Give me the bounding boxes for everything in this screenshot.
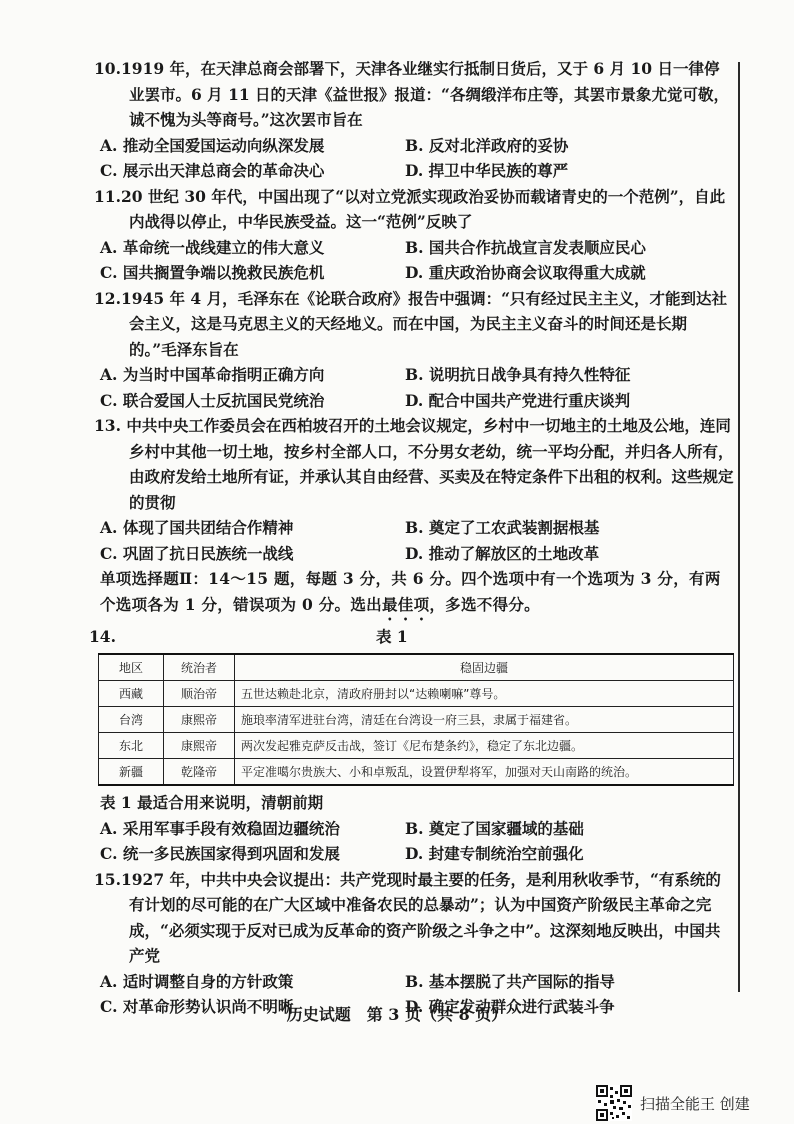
table-title: 表 1 (375, 626, 408, 646)
cell-frontier: 平定准噶尔贵族大、小和卓叛乱，设置伊犁将军，加强对天山南路的统治。 (235, 759, 734, 786)
question-13-options (100, 515, 734, 566)
option-a: A. 体现了国共团结合作精神 (100, 518, 294, 537)
page-footer: 历史试题 第 3 页（共 8 页） (286, 1005, 508, 1024)
header-region: 地区 (99, 654, 164, 681)
cell-frontier: 两次发起雅克萨反击战，签订《尼布楚条约》，稳定了东北边疆。 (235, 733, 734, 759)
question-11-stem: 11.20 世纪 30 年代，中国出现了“以对立党派实现政治妥协而载诸青史的一个范例”，自此内战得以停止，中华民族受益。这一“范例”反映了 (94, 186, 726, 231)
table-header-row (99, 654, 734, 681)
question-13-stem: 13. 中共中央工作委员会在西柏坡召开的土地会议规定，乡村中一切地主的土地及公地，连同乡村中其他一切土地，按乡村全部人口，不分男女老幼，统一平均分配，并归各人所有，由政府发给土地所有证，并承认其自由经营、买卖及在特定条件下出租的权利。这些规定的贯彻 (94, 416, 734, 512)
cell-frontier: 施琅率清军进驻台湾，清廷在台湾设一府三县，隶属于福建省。 (235, 707, 734, 733)
question-10 (94, 56, 734, 184)
table-row (99, 681, 734, 707)
frontier-table (98, 653, 734, 786)
section-2-tail: ，多选不得分。 (429, 594, 540, 614)
option-c: C. 统一多民族国家得到巩固和发展 (100, 844, 340, 863)
option-c: C. 巩固了抗日民族统一战线 (100, 543, 294, 563)
option-a: A. 革命统一战线建立的伟大意义 (100, 237, 325, 257)
question-11 (94, 184, 734, 286)
option-b: B. 反对北洋政府的妥协 (405, 135, 569, 155)
option-b: B. 奠定了国家疆域的基础 (405, 818, 584, 838)
section-2-text: 单项选择题Ⅱ：14～15 题，每题 3 分，共 6 分。四个选项中有一个选项为 3 分，有两个选项各为 1 分，错误项为 0 分。选出 (100, 569, 721, 614)
question-10-stem: 10.1919 年，在天津总商会部署下，天津各业继实行抵制日货后，又于 6 月 10 日一律停业罢市。6 月 11 日的天津《益世报》报道：“各绸缎洋布庄等，其罢市景象尤觉可敬，诚不愧为头等商号。”这次罢市旨在 (94, 59, 729, 129)
option-c: C. 展示出天津总商会的革命决心 (100, 161, 325, 180)
cell-frontier: 五世达赖赴北京，清政府册封以“达赖喇嘛”尊号。 (235, 681, 734, 707)
option-a: A. 推动全国爱国运动向纵深发展 (100, 135, 325, 155)
scanner-label: 扫描全能王 创建 (640, 1094, 750, 1113)
cell-region: 台湾 (99, 707, 164, 733)
scanner-watermark (596, 1085, 750, 1121)
cell-ruler: 乾隆帝 (164, 759, 235, 786)
question-12-stem: 12.1945 年 4 月，毛泽东在《论联合政府》报告中强调：“只有经过民主主义，才能到达社会主义，这是马克思主义的天经地义。而在中国，为民主主义奋斗的时间还是长期的。”毛泽东旨在 (94, 288, 727, 359)
section-2-emphasis: 最佳项 (381, 594, 430, 614)
qr-code-icon (596, 1085, 632, 1121)
question-11-options (100, 235, 734, 286)
question-15 (94, 867, 734, 1020)
option-a: A. 为当时中国革命指明正确方向 (100, 365, 325, 384)
question-14-number: 14. (89, 626, 116, 646)
cell-region: 西藏 (99, 681, 164, 707)
option-d: D. 捍卫中华民族的尊严 (405, 161, 569, 180)
option-c: C. 国共搁置争端以挽救民族危机 (100, 263, 325, 282)
question-15-stem: 15.1927 年，中共中央会议提出：共产党现时最主要的任务，是利用秋收季节，“有系统的有计划的尽可能的在广大区域中准备农民的总暴动”；认为中国资产阶级民主革命之完成，“必须实现于反对已成为反革命的资产阶级之斗争之中”。这深刻地反映出，中国共产党 (94, 869, 721, 965)
question-14-header (89, 624, 734, 650)
option-d: D. 确定发动群众进行武装斗争 (405, 997, 615, 1016)
cell-region: 新疆 (99, 759, 164, 786)
option-a: A. 采用军事手段有效稳固边疆统治 (100, 818, 340, 838)
option-d: D. 配合中国共产党进行重庆谈判 (405, 390, 631, 410)
header-frontier: 稳固边疆 (235, 654, 734, 681)
option-d: D. 推动了解放区的土地改革 (405, 543, 600, 563)
option-b: B. 奠定了工农武装割据根基 (405, 518, 600, 537)
option-c: C. 联合爱国人士反抗国民党统治 (100, 390, 325, 410)
option-d: D. 重庆政治协商会议取得重大成就 (405, 263, 646, 282)
question-12 (94, 286, 734, 414)
question-13 (94, 413, 734, 566)
table-row (99, 733, 734, 759)
option-d: D. 封建专制统治空前强化 (405, 844, 584, 863)
question-content (89, 56, 734, 1020)
option-b: B. 基本摆脱了共产国际的指导 (405, 971, 615, 991)
question-12-options (100, 362, 734, 413)
question-14-lead: 表 1 最适合用来说明，清朝前期 (100, 793, 324, 812)
option-b: B. 说明抗日战争具有持久性特征 (405, 365, 631, 384)
option-b: B. 国共合作抗战宣言发表顺应民心 (405, 237, 646, 257)
section-2-instructions (100, 566, 734, 624)
table-row (99, 707, 734, 733)
cell-ruler: 康熙帝 (164, 707, 235, 733)
option-c: C. 对革命形势认识尚不明晰 (100, 997, 294, 1016)
question-10-options (100, 133, 734, 184)
header-ruler: 统治者 (164, 654, 235, 681)
cell-ruler: 康熙帝 (164, 733, 235, 759)
question-14-options (100, 816, 734, 867)
margin-rule (738, 62, 740, 992)
cell-ruler: 顺治帝 (164, 681, 235, 707)
cell-region: 东北 (99, 733, 164, 759)
question-14 (89, 624, 734, 867)
option-a: A. 适时调整自身的方针政策 (100, 971, 294, 991)
table-row (99, 759, 734, 786)
